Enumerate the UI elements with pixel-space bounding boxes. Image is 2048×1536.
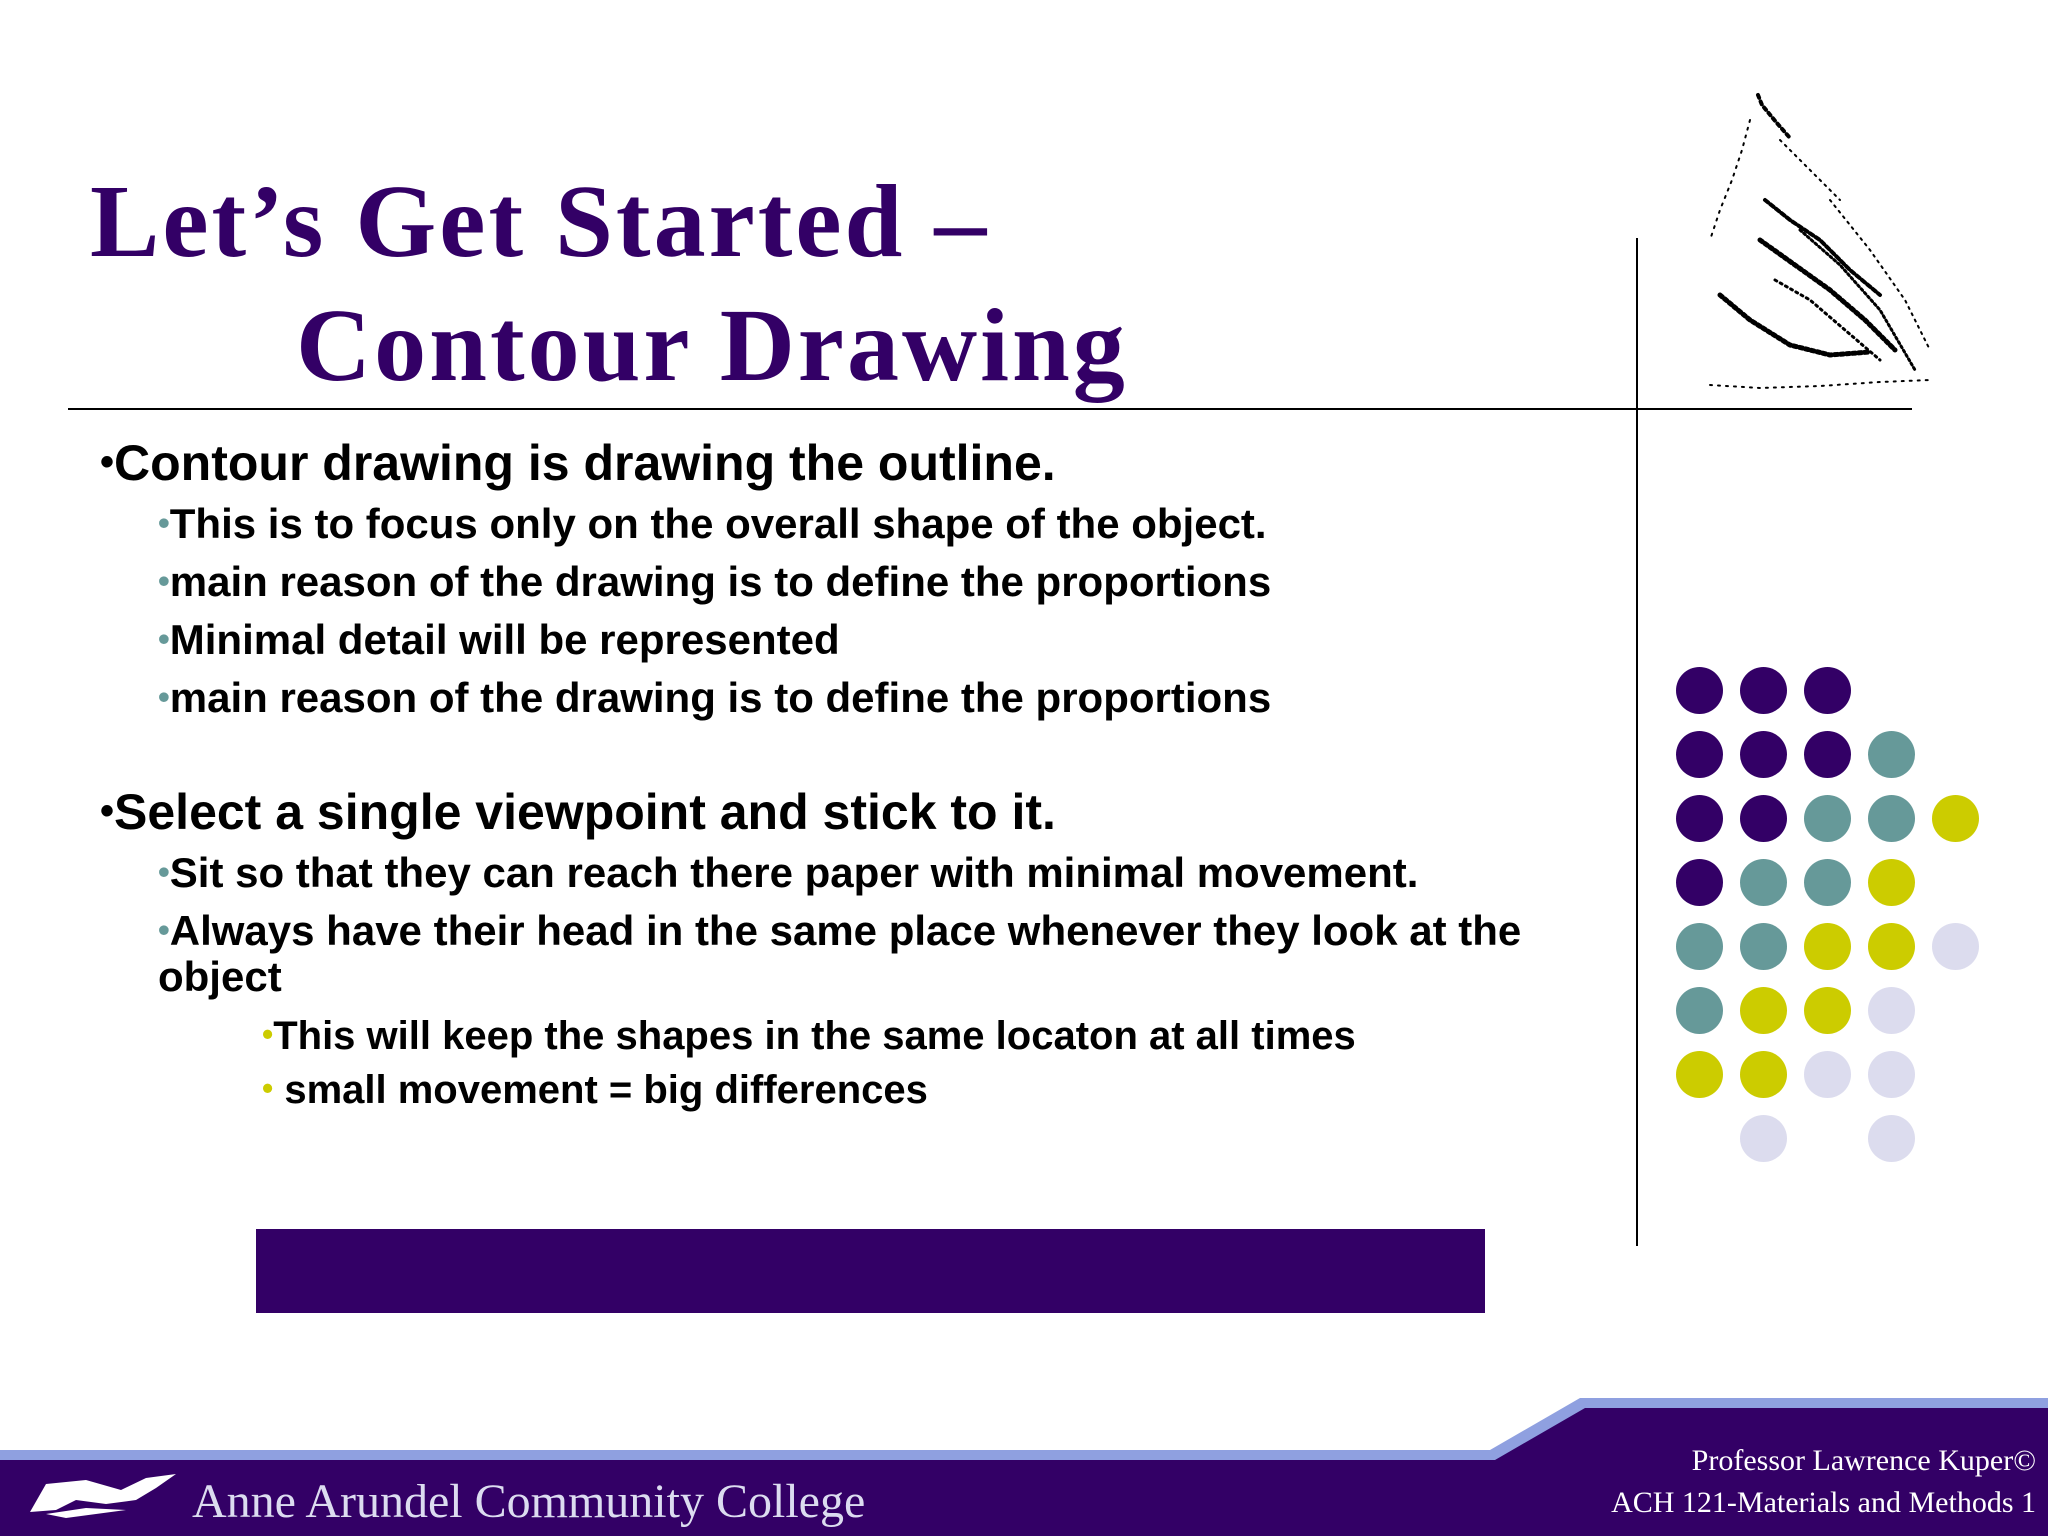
dot — [1740, 667, 1787, 714]
list-item — [100, 611, 1640, 669]
footer-credits — [1611, 1440, 2036, 1524]
title-line-1: Let’s Get Started – — [90, 164, 990, 279]
dot — [1740, 859, 1787, 906]
list-item — [100, 844, 1640, 902]
dot — [1740, 987, 1787, 1034]
dot — [1740, 923, 1787, 970]
dot — [1868, 1115, 1915, 1162]
dot — [1676, 731, 1723, 778]
list-item — [100, 430, 1640, 495]
dot — [1676, 1051, 1723, 1098]
dot — [1868, 731, 1915, 778]
bullet-text: Sit so that they can reach there paper with minimal movement. — [169, 848, 1419, 896]
bullet-text: This is to focus only on the overall shape of the object. — [169, 499, 1267, 547]
list-item — [100, 495, 1640, 553]
dot — [1932, 795, 1979, 842]
dot — [1868, 1051, 1915, 1098]
bullet-text: main reason of the drawing is to define the proportions — [169, 557, 1272, 605]
professor-name: Professor Lawrence Kuper© — [1691, 1444, 2036, 1477]
dot — [1804, 731, 1851, 778]
bullet-text: Contour drawing is drawing the outline. — [114, 434, 1056, 491]
purple-banner — [256, 1229, 1485, 1313]
bullet-icon: • — [262, 1015, 274, 1052]
dot — [1804, 795, 1851, 842]
slide-title — [90, 160, 1128, 408]
bullet-icon: • — [158, 678, 170, 716]
dot — [1804, 923, 1851, 970]
bullet-icon: • — [158, 620, 170, 658]
dot — [1868, 859, 1915, 906]
bullet-icon: • — [158, 911, 170, 949]
bullet-text: main reason of the drawing is to define the proportions — [169, 673, 1272, 721]
bullet-list — [100, 430, 1640, 1115]
bullet-text: Always have their head in the same place whenever they look at the object — [158, 906, 1522, 1000]
bullet-icon: • — [158, 504, 170, 542]
bullet-icon: • — [158, 562, 170, 600]
dot — [1676, 667, 1723, 714]
dot — [1868, 795, 1915, 842]
dot — [1740, 731, 1787, 778]
list-item — [100, 669, 1640, 727]
dot — [1740, 1115, 1787, 1162]
bullet-text: Minimal detail will be represented — [169, 615, 840, 663]
spacer — [100, 727, 1640, 779]
title-line-2: Contour Drawing — [296, 288, 1128, 403]
bullet-icon: • — [158, 853, 170, 891]
bullet-text: Select a single viewpoint and stick to it. — [114, 783, 1056, 840]
dot — [1868, 923, 1915, 970]
list-item — [100, 553, 1640, 611]
bullet-icon: • — [100, 788, 115, 833]
college-logo-icon — [26, 1470, 186, 1520]
dot — [1804, 859, 1851, 906]
course-name: ACH 121-Materials and Methods 1 — [1611, 1486, 2036, 1519]
bullet-icon: • — [100, 440, 115, 484]
dot — [1804, 987, 1851, 1034]
sketch-drawing-image — [1680, 80, 1940, 400]
dot — [1740, 795, 1787, 842]
list-item — [100, 1008, 1640, 1062]
dot — [1804, 667, 1851, 714]
bullet-text: small movement = big differences — [273, 1067, 928, 1112]
bullet-text: This will keep the shapes in the same locaton at all times — [273, 1013, 1356, 1058]
dot — [1868, 987, 1915, 1034]
list-item — [100, 908, 1640, 1000]
dot — [1676, 859, 1723, 906]
dot — [1676, 923, 1723, 970]
dot — [1932, 923, 1979, 970]
list-item — [100, 1062, 1640, 1116]
dot — [1676, 795, 1723, 842]
bullet-icon: • — [262, 1069, 274, 1106]
list-item — [100, 779, 1640, 844]
dot — [1740, 1051, 1787, 1098]
college-name: Anne Arundel Community College — [192, 1475, 866, 1528]
dot — [1804, 1051, 1851, 1098]
dot — [1676, 987, 1723, 1034]
